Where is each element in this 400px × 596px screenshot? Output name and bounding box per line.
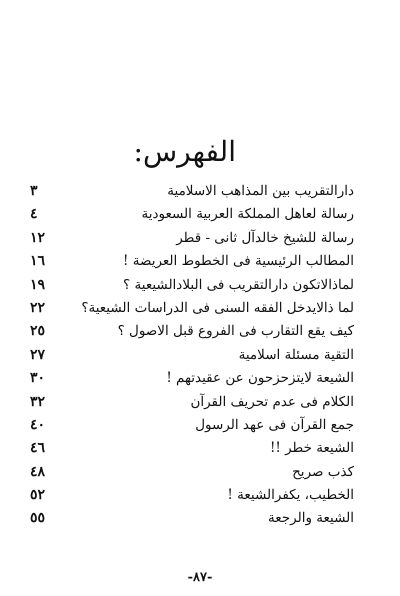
toc-entry-title: لماذالاتكون دارالتقريب فى البلادالشيعية ؟	[123, 276, 354, 293]
toc-entry-page-number: ٤٨	[30, 463, 46, 480]
toc-entry-page-number: ٢٥	[30, 323, 46, 340]
toc-entry-page-number: ٣٢	[30, 393, 46, 410]
toc-entry-title: كذب صريح	[292, 463, 354, 480]
toc-entry-page-number: ٢٧	[30, 346, 46, 363]
toc-entry	[30, 320, 370, 343]
toc-entry-page-number: ٥٢	[30, 487, 46, 504]
toc-entry-page-number: ٢٢	[30, 299, 46, 316]
toc-entry	[30, 274, 370, 297]
toc-entry-page-number: ٣٠	[30, 370, 46, 387]
toc-entry	[30, 484, 370, 507]
toc-entry	[30, 297, 370, 320]
page-number: -٨٧-	[187, 570, 213, 585]
toc-entry	[30, 391, 370, 414]
toc-entry-title: رسالة للشيخ خالدآل ثانى - قطر	[176, 229, 354, 246]
toc-entry-page-number: ١٦	[30, 253, 46, 270]
toc-entry	[30, 203, 370, 226]
toc-entry	[30, 227, 370, 250]
toc-entry-title: التقية مسئلة اسلامية	[238, 346, 354, 363]
toc-entry-page-number: ٤	[30, 206, 38, 223]
toc-entry-page-number: ٤٠	[30, 416, 46, 433]
toc-entry	[30, 461, 370, 484]
toc-entry-title: لما ذالايدخل الفقه السنى فى الدراسات الشيعية؟	[81, 299, 354, 316]
toc-entry-title: الشيعة والرجعة	[268, 510, 354, 527]
toc-entry-title: دارالتقريب بين المذاهب الاسلامية	[167, 183, 354, 199]
toc-entry	[30, 250, 370, 273]
toc-entry	[30, 414, 370, 437]
toc-entry-page-number: ٤٦	[30, 440, 46, 457]
toc-entry-title: الكلام فى عدم تحريف القرآن	[190, 393, 354, 410]
toc-list	[30, 180, 370, 531]
toc-entry	[30, 367, 370, 390]
toc-entry-title: كيف يقع التقارب فى الفروع قبل الاصول ؟	[117, 323, 354, 340]
toc-entry-title: الشيعة لايتزحزحون عن عقيدتهم !	[166, 370, 354, 387]
toc-entry-title: الشيعة خطر !!	[269, 440, 354, 457]
toc-entry	[30, 507, 370, 530]
toc-entry-title: رسالة لعاهل المملكة العربية السعودية	[141, 206, 354, 223]
toc-heading: الفهرس:	[133, 135, 236, 168]
toc-entry-title: الخطيب، يكفرالشيعة !	[227, 487, 354, 504]
toc-entry-title: المطالب الرئيسية فى الخطوط العريضة !	[123, 253, 354, 270]
toc-entry	[30, 437, 370, 460]
toc-entry-page-number: ١٢	[30, 229, 46, 246]
toc-entry-page-number: ٥٥	[30, 510, 46, 527]
toc-entry-page-number: ٣	[30, 183, 38, 199]
toc-entry-page-number: ١٩	[30, 276, 46, 293]
toc-entry-title: جمع القرآن فى عهد الرسول	[195, 416, 354, 433]
toc-entry	[30, 180, 370, 203]
toc-entry	[30, 344, 370, 367]
